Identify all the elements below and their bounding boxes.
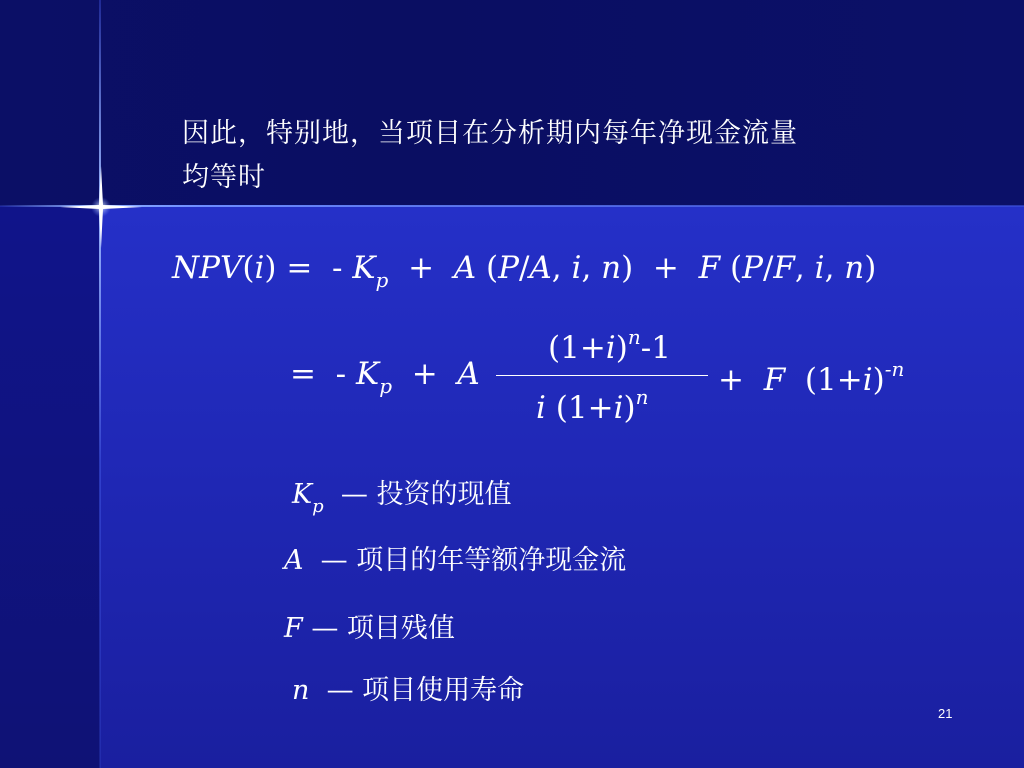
definition-dash: — xyxy=(326,675,354,706)
intro-text xyxy=(182,112,952,200)
definition-a xyxy=(284,538,626,577)
definition-dash: — xyxy=(311,613,339,644)
npv-formula-line-2-suffix: + F $(1+i)^{-n}$ xyxy=(718,357,905,398)
intro-line-1: 因此，特别地，当项目在分析期内每年净现金流量 xyxy=(182,118,798,149)
fraction-denominator: i $(1+i)^n$ xyxy=(536,385,649,426)
left-band xyxy=(0,206,100,768)
definition-text: 项目残值 xyxy=(346,613,455,644)
definition-subscript: p xyxy=(312,496,324,517)
definition-n xyxy=(292,668,524,707)
definition-dash: — xyxy=(320,545,348,576)
npv-formula-line-2-prefix: = - $K_p + A$ xyxy=(290,356,480,398)
fraction-numerator: $(1+i)^n-1$ xyxy=(548,325,671,366)
content-area xyxy=(100,206,1024,768)
definition-symbol: n xyxy=(292,675,310,706)
intro-line-2: 均等时 xyxy=(182,162,266,193)
vertical-divider xyxy=(99,0,101,768)
fraction-bar xyxy=(496,375,708,376)
definition-dash: — xyxy=(340,479,368,510)
definition-text: 项目使用寿命 xyxy=(362,675,525,706)
horizontal-divider xyxy=(0,205,1024,207)
definition-text: 投资的现值 xyxy=(376,479,512,510)
definition-text: 项目的年等额净现金流 xyxy=(356,545,627,576)
definition-symbol: K xyxy=(292,479,313,510)
npv-formula-line-1: NPV(i) = - $K_p + A$ (P/A, i, n) + F (P/F, i, n) xyxy=(172,250,877,292)
definition-kp xyxy=(292,472,512,517)
page-number: 21 xyxy=(938,706,953,721)
definition-symbol: F xyxy=(284,613,303,644)
definition-symbol: A xyxy=(284,545,304,576)
definition-f xyxy=(284,606,455,645)
sparkle-icon xyxy=(60,166,142,248)
